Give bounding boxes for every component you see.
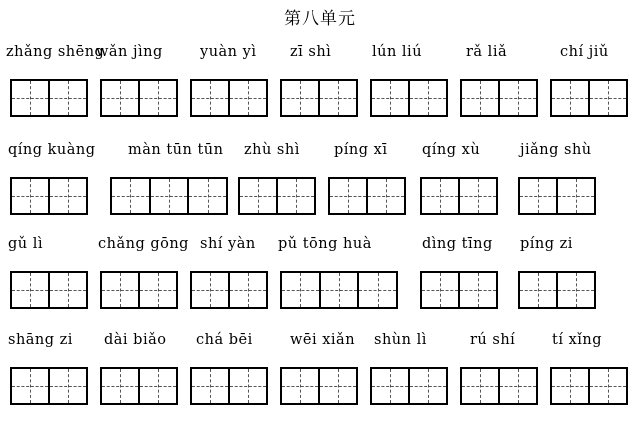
character-cell[interactable] (552, 369, 588, 403)
writing-grid[interactable] (280, 367, 358, 405)
writing-grid[interactable] (420, 271, 498, 309)
pinyin-label: rǎ liǎ (466, 44, 508, 60)
writing-grid[interactable] (10, 367, 88, 405)
character-cell[interactable] (319, 273, 358, 307)
pinyin-label: wǎn jìng (96, 44, 163, 60)
pinyin-label: píng xī (334, 142, 388, 158)
pinyin-label: shí yàn (200, 236, 256, 252)
character-cell[interactable] (520, 273, 556, 307)
character-cell[interactable] (149, 179, 188, 213)
character-cell[interactable] (228, 81, 266, 115)
character-cell[interactable] (408, 81, 446, 115)
character-cell[interactable] (556, 179, 594, 213)
character-cell[interactable] (498, 81, 536, 115)
character-cell[interactable] (422, 273, 458, 307)
character-cell[interactable] (192, 81, 228, 115)
writing-grid[interactable] (328, 177, 406, 215)
pinyin-label: tí xǐng (552, 332, 603, 348)
character-cell[interactable] (187, 179, 226, 213)
page-title: 第八单元 (284, 9, 356, 29)
character-cell[interactable] (102, 273, 138, 307)
character-cell[interactable] (318, 369, 356, 403)
writing-grid[interactable] (110, 177, 228, 215)
pinyin-label: shùn lì (374, 332, 427, 348)
writing-grid[interactable] (190, 367, 268, 405)
character-cell[interactable] (48, 369, 86, 403)
writing-grid[interactable] (280, 79, 358, 117)
pinyin-label: lún liú (372, 44, 423, 60)
pinyin-label: zī shì (290, 44, 332, 60)
character-cell[interactable] (276, 179, 314, 213)
character-cell[interactable] (228, 369, 266, 403)
writing-grid[interactable] (10, 177, 88, 215)
pinyin-label: rú shí (470, 332, 516, 348)
character-cell[interactable] (282, 273, 319, 307)
character-cell[interactable] (228, 273, 266, 307)
writing-grid[interactable] (518, 271, 596, 309)
pinyin-label: zhǎng shēng (6, 44, 105, 60)
character-cell[interactable] (102, 81, 138, 115)
character-cell[interactable] (372, 81, 408, 115)
pinyin-label: qíng kuàng (8, 142, 96, 158)
character-cell[interactable] (282, 81, 318, 115)
character-cell[interactable] (588, 81, 626, 115)
character-cell[interactable] (240, 179, 276, 213)
character-cell[interactable] (462, 81, 498, 115)
character-cell[interactable] (192, 273, 228, 307)
writing-grid[interactable] (100, 271, 178, 309)
writing-grid[interactable] (10, 79, 88, 117)
writing-grid[interactable] (518, 177, 596, 215)
character-cell[interactable] (48, 81, 86, 115)
writing-grid[interactable] (100, 79, 178, 117)
pinyin-label: dài biǎo (104, 332, 167, 348)
character-cell[interactable] (458, 273, 496, 307)
pinyin-label: dìng tīng (422, 236, 493, 252)
writing-grid[interactable] (460, 367, 538, 405)
character-cell[interactable] (48, 179, 86, 213)
character-cell[interactable] (552, 81, 588, 115)
character-cell[interactable] (556, 273, 594, 307)
pinyin-label: píng zi (520, 236, 573, 252)
pinyin-label: zhù shì (244, 142, 300, 158)
character-cell[interactable] (282, 369, 318, 403)
pinyin-label: pǔ tōng huà (278, 236, 372, 252)
pinyin-label: qíng xù (422, 142, 481, 158)
character-cell[interactable] (12, 81, 48, 115)
writing-grid[interactable] (238, 177, 316, 215)
pinyin-label: màn tūn tūn (128, 142, 224, 158)
character-cell[interactable] (192, 369, 228, 403)
character-cell[interactable] (422, 179, 458, 213)
character-cell[interactable] (12, 369, 48, 403)
writing-grid[interactable] (100, 367, 178, 405)
pinyin-label: wēi xiǎn (290, 332, 356, 348)
character-cell[interactable] (12, 179, 48, 213)
writing-grid[interactable] (420, 177, 498, 215)
writing-grid[interactable] (370, 79, 448, 117)
writing-grid[interactable] (10, 271, 88, 309)
character-cell[interactable] (357, 273, 396, 307)
pinyin-label: shāng zi (8, 332, 73, 348)
writing-grid[interactable] (280, 271, 398, 309)
pinyin-label: jiǎng shù (520, 142, 592, 158)
character-cell[interactable] (138, 273, 176, 307)
character-cell[interactable] (372, 369, 408, 403)
pinyin-label: gǔ lì (8, 236, 44, 252)
character-cell[interactable] (102, 369, 138, 403)
character-cell[interactable] (138, 81, 176, 115)
character-cell[interactable] (112, 179, 149, 213)
character-cell[interactable] (408, 369, 446, 403)
character-cell[interactable] (318, 81, 356, 115)
writing-grid[interactable] (550, 367, 628, 405)
character-cell[interactable] (48, 273, 86, 307)
character-cell[interactable] (498, 369, 536, 403)
pinyin-label: chǎng gōng (98, 236, 189, 252)
character-cell[interactable] (138, 369, 176, 403)
writing-grid[interactable] (550, 79, 628, 117)
character-cell[interactable] (330, 179, 366, 213)
pinyin-label: chá bēi (196, 332, 253, 348)
character-cell[interactable] (458, 179, 496, 213)
character-cell[interactable] (366, 179, 404, 213)
writing-grid[interactable] (460, 79, 538, 117)
writing-grid[interactable] (190, 271, 268, 309)
character-cell[interactable] (462, 369, 498, 403)
character-cell[interactable] (520, 179, 556, 213)
character-cell[interactable] (588, 369, 626, 403)
pinyin-label: chí jiǔ (560, 44, 609, 60)
pinyin-label: yuàn yì (200, 44, 257, 60)
writing-grid[interactable] (190, 79, 268, 117)
character-cell[interactable] (12, 273, 48, 307)
writing-grid[interactable] (370, 367, 448, 405)
